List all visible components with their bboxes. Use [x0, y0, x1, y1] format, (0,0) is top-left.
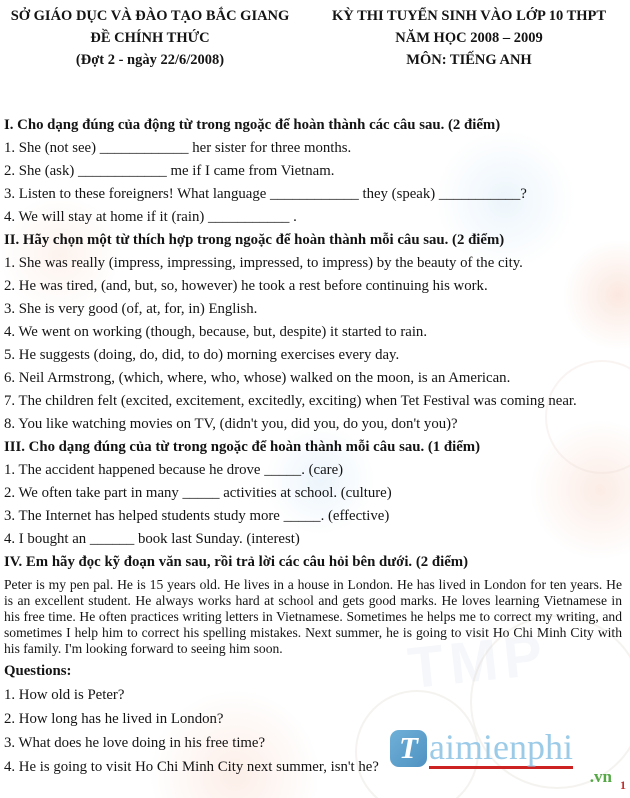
- section-1-title: I. Cho dạng đúng của động từ trong ngoặc để hoàn thành các câu sau. (2 điểm): [4, 117, 501, 133]
- section-2-question-7: 7. The children felt (excited, excitement, excitedly, exciting) when Tet Festival was coming near.: [4, 393, 577, 409]
- section-3-title: III. Cho dạng đúng của từ trong ngoặc để hoàn thành mỗi câu sau. (1 điểm): [4, 439, 481, 455]
- section-1-question-2: 2. She (ask) ____________ me if I came from Vietnam.: [4, 163, 335, 179]
- section-2: [4, 232, 624, 432]
- section-2-title: II. Hãy chọn một từ thích hợp trong ngoặc để hoàn thành mỗi câu sau. (2 điểm): [4, 232, 505, 248]
- questions-label: Questions:: [4, 663, 72, 679]
- exam-title-block: [296, 5, 624, 71]
- section-1-question-1: 1. She (not see) ____________ her sister for three months.: [4, 140, 352, 156]
- reading-question-3: 3. What does he love doing in his free time?: [4, 735, 266, 751]
- section-2-question-1: 1. She was really (impress, impressing, impressed, to impress) by the beauty of the city.: [4, 255, 523, 271]
- section-2-question-4: 4. We went on working (though, because, but, despite) it started to rain.: [4, 324, 428, 340]
- brand-tld: .vn: [589, 767, 612, 786]
- section-3-question-1: 1. The accident happened because he drove _____. (care): [4, 462, 344, 478]
- section-2-question-3: 3. She is very good (of, at, for, in) English.: [4, 301, 258, 317]
- background-watermark-letters: TMP: [404, 621, 552, 702]
- section-2-question-8: 8. You like watching movies on TV, (didn't you, did you, do you, don't you)?: [4, 416, 458, 432]
- section-3-question-2: 2. We often take part in many _____ activities at school. (culture): [4, 485, 392, 501]
- taimienphi-watermark-logo: [390, 727, 626, 792]
- page-marker: 1: [620, 778, 626, 792]
- section-2-question-2: 2. He was tired, (and, but, so, however) he took a rest before continuing his work.: [4, 278, 488, 294]
- section-1-question-4: 4. We will stay at home if it (rain) ___________ .: [4, 209, 297, 225]
- exam-body: [4, 117, 624, 775]
- exam-header: [4, 5, 624, 71]
- section-3-question-3: 3. The Internet has helped students study more _____. (effective): [4, 508, 390, 524]
- section-1-question-3: 3. Listen to these foreigners! What language ____________ they (speak) ___________?: [4, 186, 527, 202]
- taimienphi-badge-icon: T: [390, 730, 427, 767]
- exam-title: KỲ THI TUYỂN SINH VÀO LỚP 10 THPT: [331, 8, 607, 24]
- logo-row: [390, 727, 626, 769]
- reading-question-2: 2. How long has he lived in London?: [4, 711, 224, 727]
- brand-name: aimienphi: [429, 727, 573, 767]
- section-2-question-6: 6. Neil Armstrong, (which, where, who, whose) walked on the moon, is an American.: [4, 370, 511, 386]
- exam-round-date: (Đợt 2 - ngày 22/6/2008): [75, 52, 225, 68]
- exam-paper-type: ĐỀ CHÍNH THỨC: [90, 30, 210, 46]
- section-3-question-4: 4. I bought an ______ book last Sunday. (interest): [4, 531, 300, 547]
- issuing-authority-block: [4, 5, 296, 71]
- reading-passage: Peter is my pen pal. He is 15 years old. He lives in a house in London. He has lived in London for ten years. He is an excellent student. He always works hard at school and gets good marks. He loves learning Vietnamese in his free time. He often practices writing letters in Vietnamese. Sometimes he helps me to correct my writing, and sometimes I help him to correct his spelling mistakes. Next summer, he is going to visit Ho Chi Minh City with his family. I'm looking forward to seeing him soon.: [4, 577, 622, 656]
- exam-school-year: NĂM HỌC 2008 – 2009: [395, 30, 543, 46]
- section-3: [4, 439, 624, 547]
- section-2-question-5: 5. He suggests (doing, do, did, to do) morning exercises every day.: [4, 347, 400, 363]
- reading-question-4: 4. He is going to visit Ho Chi Minh City next summer, isn't he?: [4, 759, 379, 775]
- authority-name: SỞ GIÁO DỤC VÀ ĐÀO TẠO BẮC GIANG: [10, 8, 290, 24]
- reading-question-1: 1. How old is Peter?: [4, 687, 125, 703]
- exam-subject: MÔN: TIẾNG ANH: [406, 52, 532, 68]
- section-1: [4, 117, 624, 225]
- section-4-title: IV. Em hãy đọc kỹ đoạn văn sau, rồi trả lời các câu hỏi bên dưới. (2 điểm): [4, 554, 469, 570]
